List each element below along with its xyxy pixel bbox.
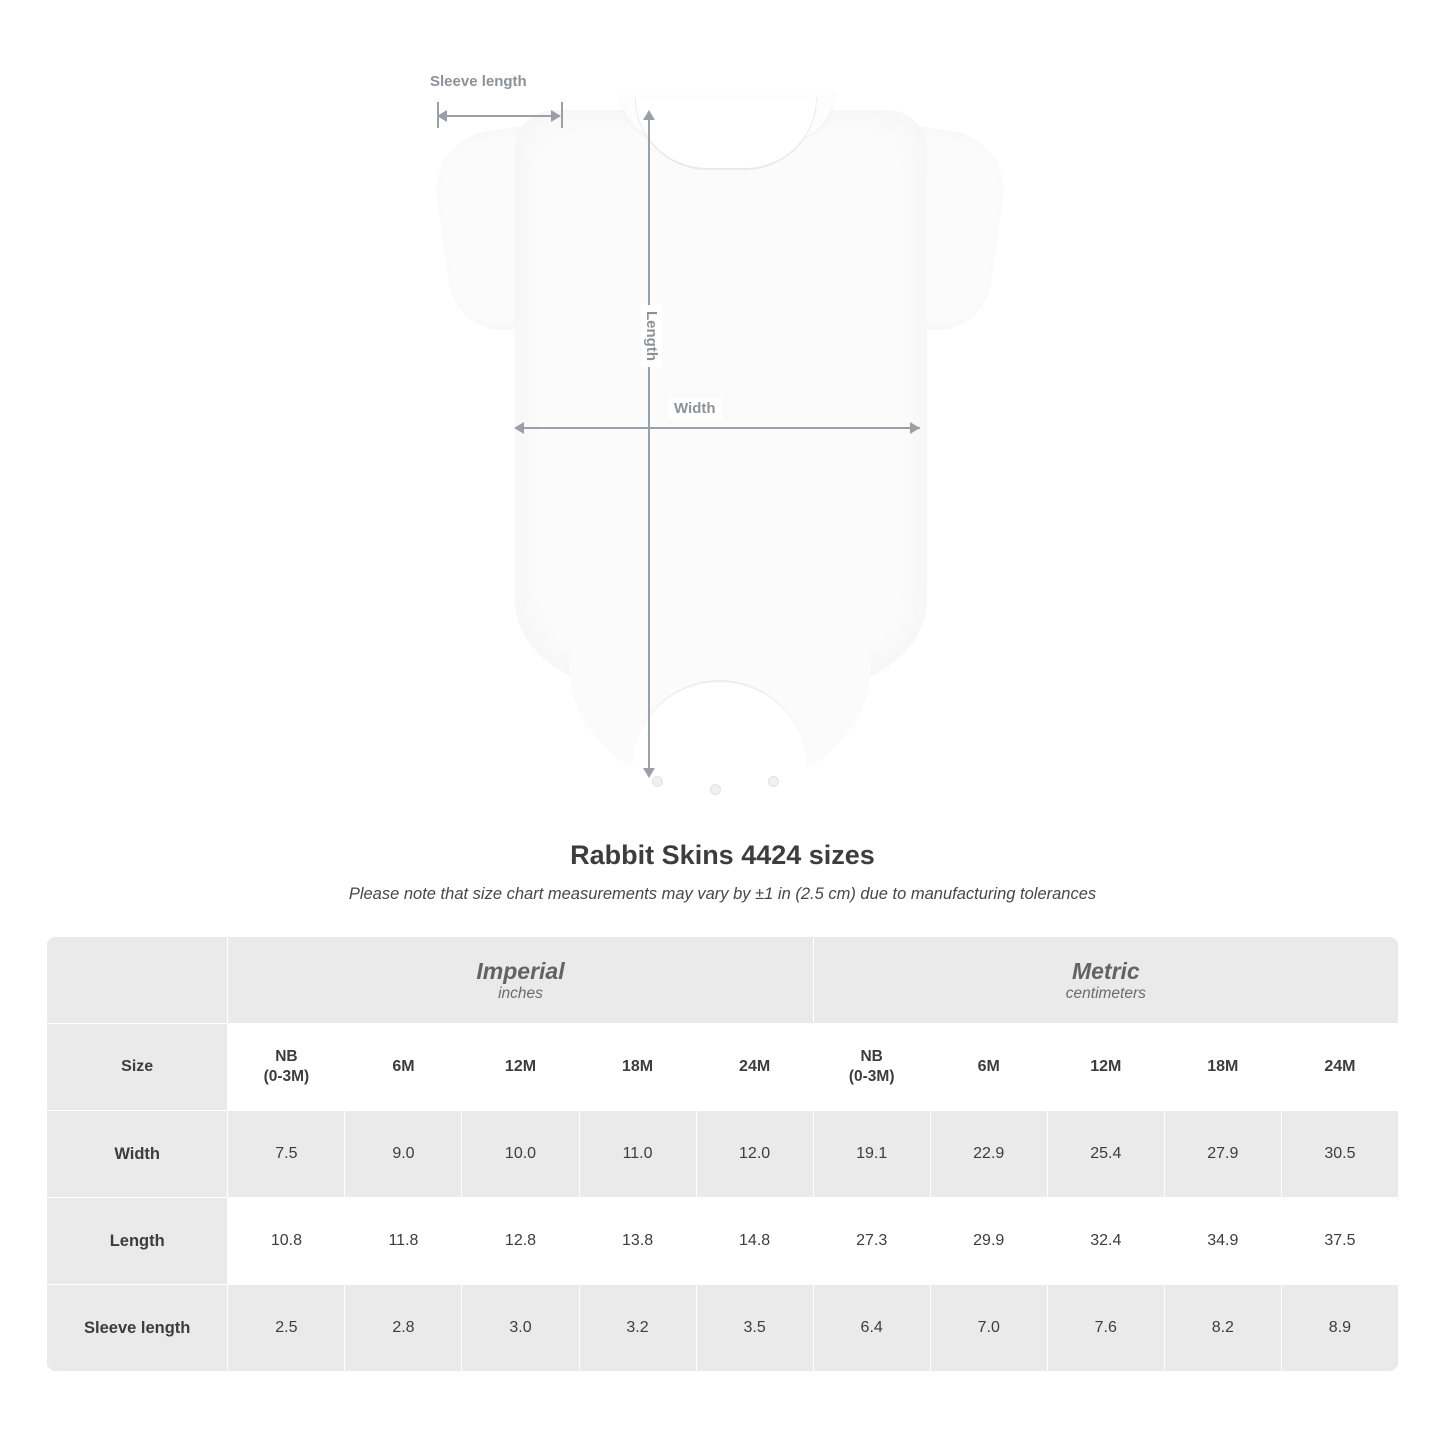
- chart-note: Please note that size chart measurements may vary by ±1 in (2.5 cm) due to manufacturing tolerances: [348, 885, 1097, 903]
- unit-sub-imperial: inches: [498, 985, 543, 1003]
- cell-sleeve-metric-12m: 7.6: [1047, 1285, 1164, 1372]
- length-measure-line: [648, 120, 650, 775]
- unit-band-spacer: [47, 937, 228, 1024]
- width-label: Width: [668, 398, 722, 419]
- sleeve-measure-line: [443, 115, 557, 117]
- table-row: [47, 1285, 1399, 1372]
- cell-length-imperial-24m: 14.8: [696, 1198, 813, 1285]
- unit-group-metric: [813, 937, 1398, 1024]
- header-col-5: [813, 1024, 930, 1111]
- cell-width-metric-12m: 25.4: [1047, 1111, 1164, 1198]
- header-col-0: [228, 1024, 345, 1111]
- row-label-width: Width: [47, 1111, 228, 1198]
- table-row: [47, 1111, 1399, 1198]
- header-col-3: 18M: [579, 1024, 696, 1111]
- cell-length-metric-24m: 37.5: [1281, 1198, 1398, 1285]
- unit-system-imperial: Imperial: [476, 957, 565, 984]
- snap-button: [710, 784, 721, 795]
- size-chart-table-wrapper: [46, 936, 1399, 1372]
- cell-length-imperial-18m: 13.8: [579, 1198, 696, 1285]
- unit-sub-metric: centimeters: [1065, 985, 1146, 1003]
- size-chart-table: [46, 936, 1399, 1372]
- row-label-length: Length: [47, 1198, 228, 1285]
- cell-length-metric-6m: 29.9: [930, 1198, 1047, 1285]
- cell-sleeve-imperial-6m: 2.8: [345, 1285, 462, 1372]
- width-measure-line: [520, 427, 920, 429]
- cell-length-metric-nb: 27.3: [813, 1198, 930, 1285]
- width-measure-arrow-left: [514, 422, 524, 434]
- header-col-2: 12M: [462, 1024, 579, 1111]
- header-col-5-sub: (0-3M): [848, 1068, 895, 1085]
- length-label: Length: [641, 305, 662, 367]
- snap-button: [768, 776, 779, 787]
- cell-length-imperial-12m: 12.8: [462, 1198, 579, 1285]
- header-col-4: 24M: [696, 1024, 813, 1111]
- sleeve-measure-arrow-right: [551, 110, 561, 122]
- cell-width-metric-24m: 30.5: [1281, 1111, 1398, 1198]
- sleeve-length-label: Sleeve length: [424, 71, 533, 92]
- cell-length-metric-18m: 34.9: [1164, 1198, 1281, 1285]
- cell-width-imperial-24m: 12.0: [696, 1111, 813, 1198]
- cell-length-metric-12m: 32.4: [1047, 1198, 1164, 1285]
- cell-sleeve-metric-18m: 8.2: [1164, 1285, 1281, 1372]
- cell-width-imperial-12m: 10.0: [462, 1111, 579, 1198]
- cell-sleeve-metric-24m: 8.9: [1281, 1285, 1398, 1372]
- header-size: Size: [47, 1024, 228, 1111]
- sleeve-measure-arrow-left: [437, 110, 447, 122]
- cell-length-imperial-nb: 10.8: [228, 1198, 345, 1285]
- cell-sleeve-metric-nb: 6.4: [813, 1285, 930, 1372]
- cell-sleeve-imperial-nb: 2.5: [228, 1285, 345, 1372]
- unit-group-imperial: [228, 937, 813, 1024]
- unit-system-metric: Metric: [1071, 957, 1140, 984]
- cell-length-imperial-6m: 11.8: [345, 1198, 462, 1285]
- header-col-6: 6M: [930, 1024, 1047, 1111]
- table-row: [47, 1198, 1399, 1285]
- cell-sleeve-metric-6m: 7.0: [930, 1285, 1047, 1372]
- header-col-1: 6M: [345, 1024, 462, 1111]
- row-label-sleeve-length: Sleeve length: [47, 1285, 228, 1372]
- header-col-8: 18M: [1164, 1024, 1281, 1111]
- cell-width-imperial-6m: 9.0: [345, 1111, 462, 1198]
- cell-width-imperial-18m: 11.0: [579, 1111, 696, 1198]
- length-measure-arrow-bottom: [643, 768, 655, 778]
- cell-sleeve-imperial-24m: 3.5: [696, 1285, 813, 1372]
- sleeve-measure-tick-right: [561, 102, 563, 128]
- unit-band-row: [47, 937, 1399, 1024]
- cell-sleeve-imperial-18m: 3.2: [579, 1285, 696, 1372]
- cell-width-imperial-nb: 7.5: [228, 1111, 345, 1198]
- chart-title: Rabbit Skins 4424 sizes: [570, 840, 875, 870]
- header-col-7: 12M: [1047, 1024, 1164, 1111]
- cell-width-metric-6m: 22.9: [930, 1111, 1047, 1198]
- header-col-5-main: NB: [860, 1047, 883, 1065]
- cell-width-metric-nb: 19.1: [813, 1111, 930, 1198]
- cell-width-metric-18m: 27.9: [1164, 1111, 1281, 1198]
- header-col-0-sub: (0-3M): [263, 1068, 310, 1085]
- table-header-row: [47, 1024, 1399, 1111]
- cell-sleeve-imperial-12m: 3.0: [462, 1285, 579, 1372]
- header-col-0-main: NB: [275, 1047, 298, 1065]
- width-measure-arrow-right: [910, 422, 920, 434]
- bodysuit-graphic: [420, 90, 1020, 790]
- length-measure-arrow-top: [643, 110, 655, 120]
- header-col-9: 24M: [1281, 1024, 1398, 1111]
